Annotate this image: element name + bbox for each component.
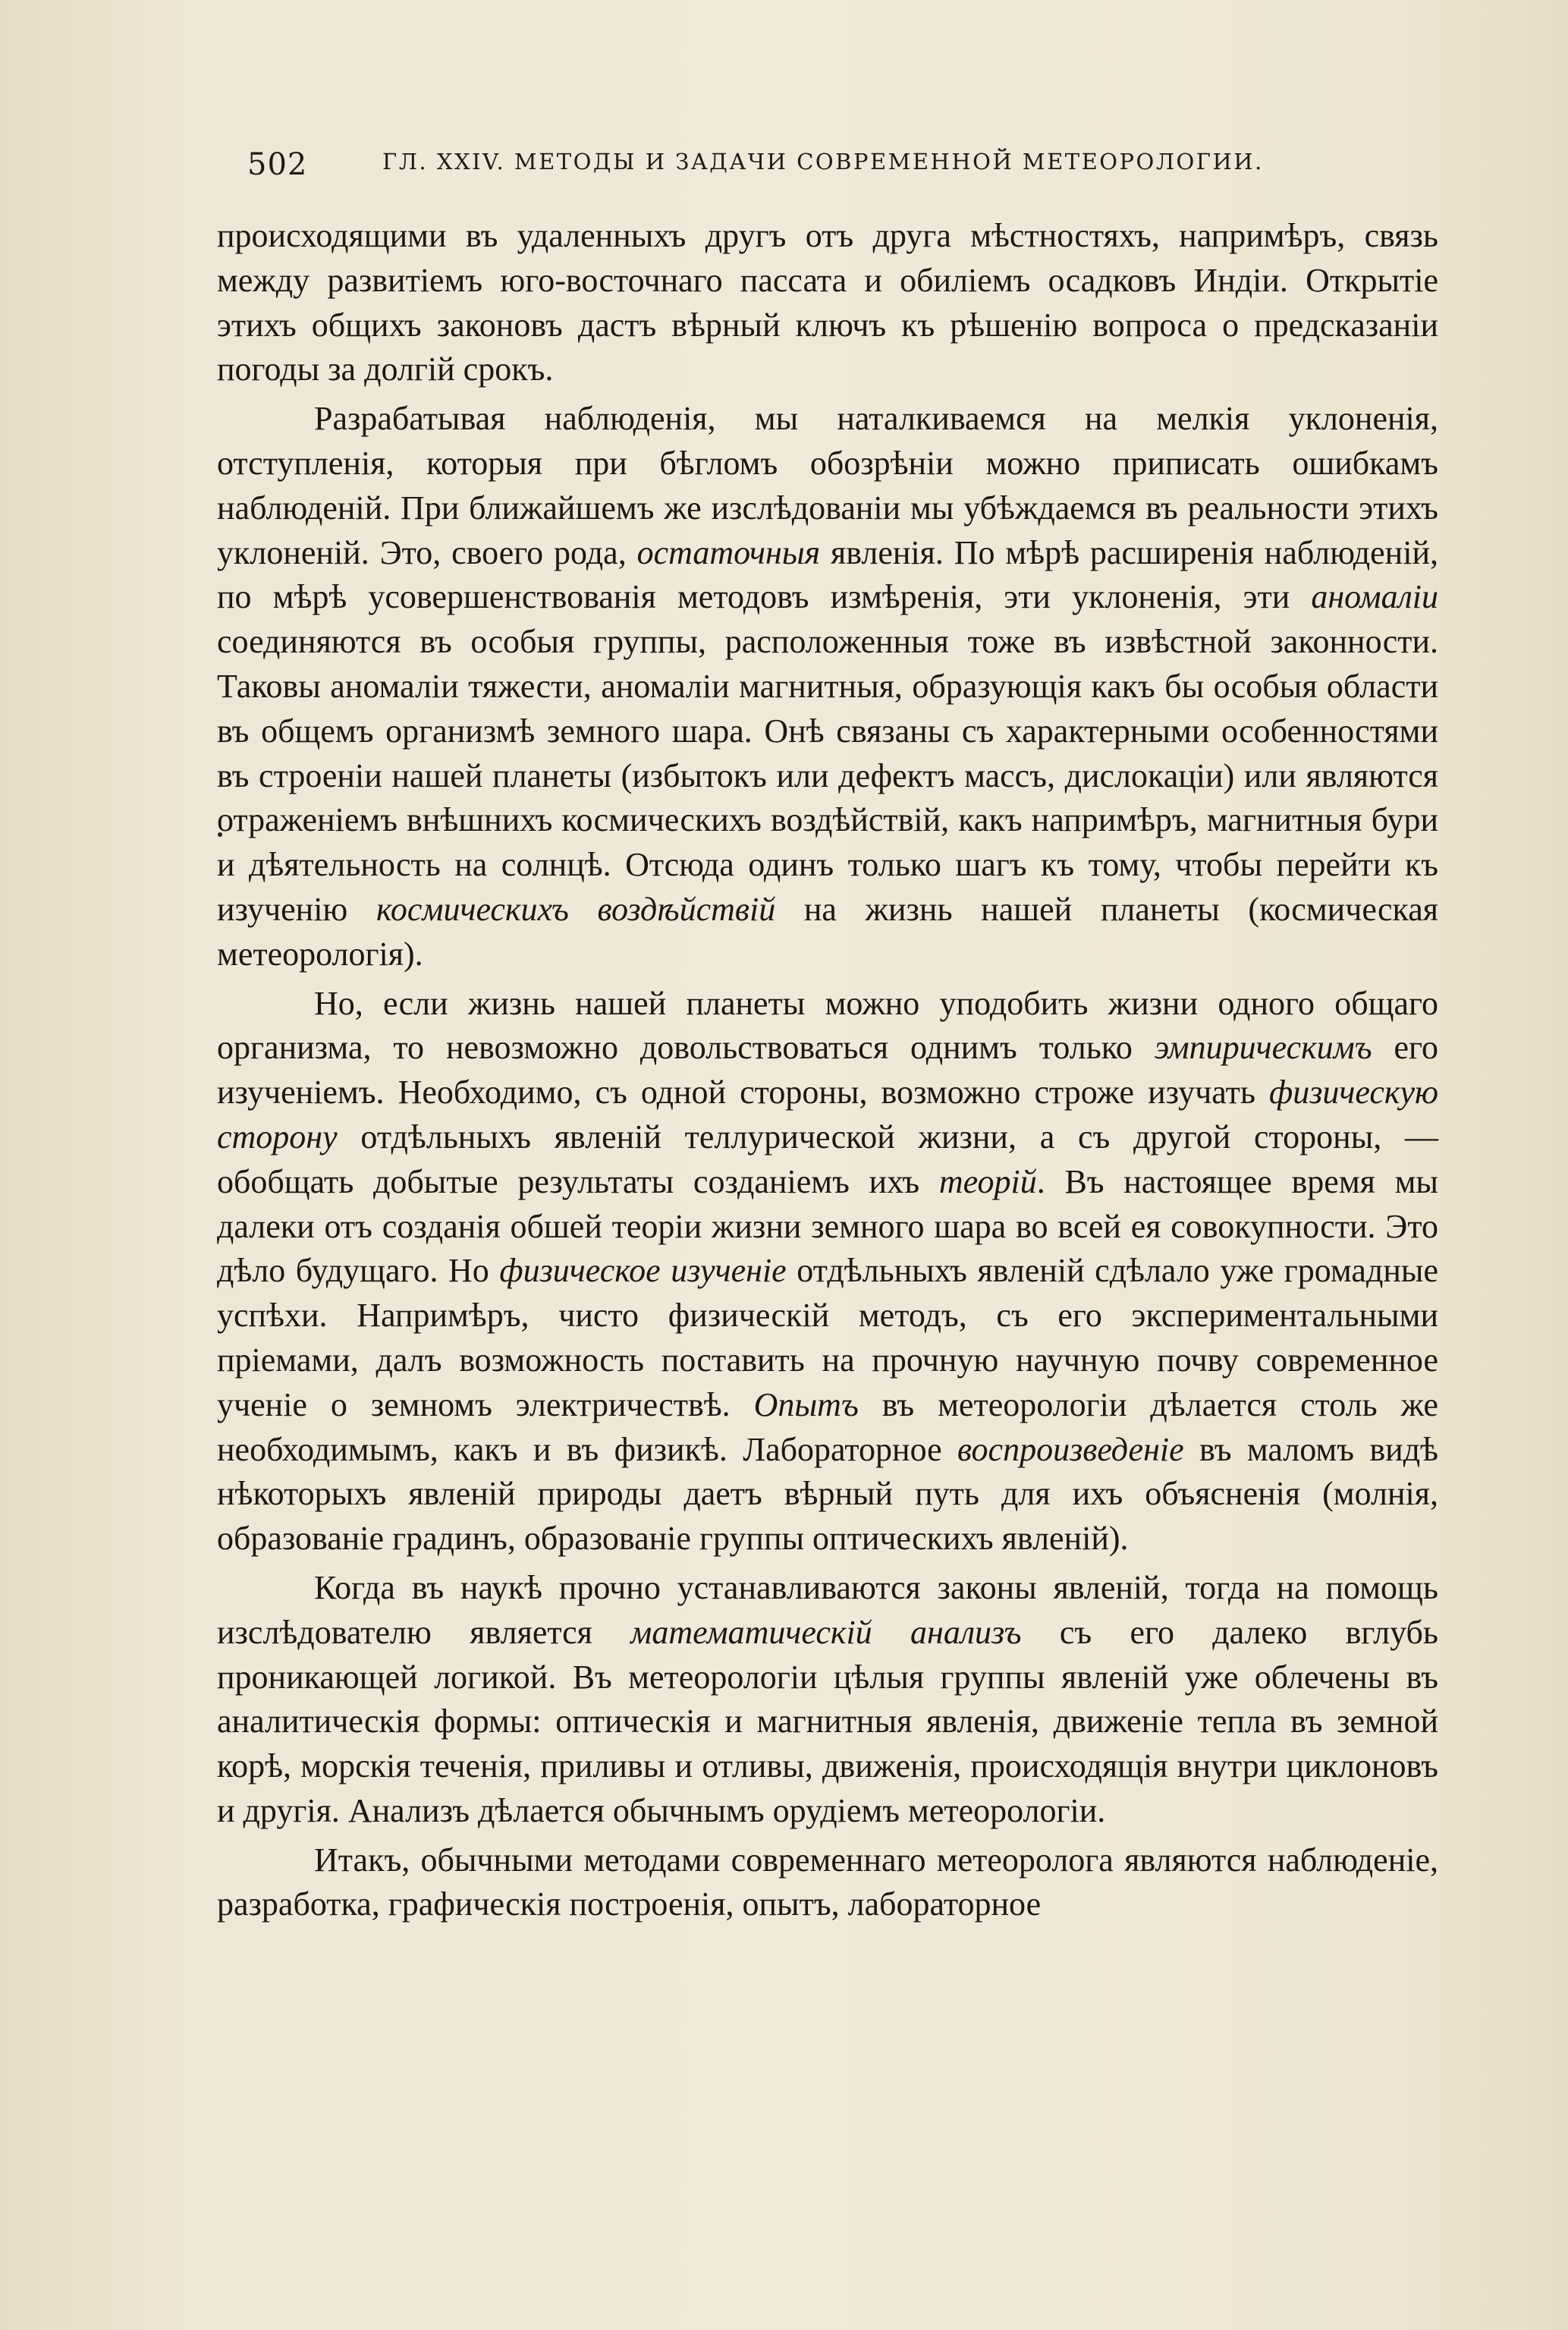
- paragraph: [217, 397, 1438, 976]
- text-run: отдѣльныхъ явленій теллурической жизни, а съ другой стороны, — обобщать добытые результаты созданіемъ ихъ: [217, 1118, 1438, 1200]
- emphasis-text: эмпирическимъ: [1154, 1029, 1372, 1067]
- chapter-title: ГЛ. XXIV. МЕТОДЫ И ЗАДАЧИ СОВРЕМЕННОЙ МЕТЕОРОЛОГИИ.: [382, 149, 1264, 175]
- emphasis-text: теорій: [938, 1162, 1037, 1200]
- text-run: Но, если жизнь нашей планеты можно уподобить жизни одного общаго организма, то невозможно довольствоваться однимъ только: [217, 984, 1438, 1067]
- paragraph: [217, 982, 1438, 1561]
- page-number: 502: [247, 147, 308, 182]
- paragraph: [217, 214, 1438, 392]
- emphasis-text: аномаліи: [1311, 578, 1438, 616]
- emphasis-text: математическій анализъ: [630, 1613, 1022, 1651]
- text-run: явленія. По мѣрѣ расширенія наблюденій, по мѣрѣ усовершенствованія методовъ измѣренія, эти уклоненія, эти: [217, 533, 1438, 616]
- text-run: въ маломъ видѣ нѣкоторыхъ явленій природы даетъ вѣрный путь для ихъ объясненія (молнія, образованіе градинъ, образованіе группы оптическихъ явленій).: [217, 1430, 1438, 1558]
- text-run: его изученіемъ. Необходимо, съ одной стороны, возможно строже изучать: [217, 1029, 1438, 1112]
- text-run: отдѣльныхъ явленій сдѣлало уже громадные успѣхи. Напримѣръ, чисто физическій методъ, съ его экспериментальными пріемами, далъ возможность поставить на прочную научную почву современное ученіе о земномъ электричествѣ.: [217, 1252, 1438, 1423]
- text-run: съ его далеко вглубь проникающей логикой. Въ метеорологіи цѣлыя группы явленій уже облечены въ аналитическія формы: оптическія и магнитныя явленія, движеніе тепла въ земной корѣ, морскія теченія, приливы и отливы, движенія, происходящія внутри циклоновъ и другія. Анализъ дѣлается обычнымъ орудіемъ метеорологіи.: [217, 1613, 1438, 1829]
- emphasis-text: физическую сторону: [217, 1074, 1438, 1156]
- emphasis-text: космическихъ воздѣйствій: [376, 890, 776, 928]
- text-run: Разрабатывая наблюденія, мы наталкиваемся на мелкія уклоненія, отступленія, которыя при бѣгломъ обозрѣніи можно приписать ошибкамъ наблюденій. При ближайшемъ же изслѣдованіи мы убѣждаемся въ реальности этихъ уклоненій. Это, своего рода,: [217, 400, 1438, 571]
- text-run: на жизнь нашей планеты (космическая метеорологія).: [217, 890, 1438, 973]
- paragraph: [217, 1566, 1438, 1834]
- emphasis-text: Опытъ: [753, 1385, 859, 1423]
- emphasis-text: воспроизведеніе: [957, 1430, 1184, 1468]
- paragraph: [217, 1838, 1438, 1928]
- text-run: Итакъ, обычными методами современнаго метеоролога являются наблюденіе, разработка, графическія построенія, опытъ, лабораторное: [217, 1841, 1438, 1923]
- text-run: въ метеорологіи дѣлается столь же необходимымъ, какъ и въ физикѣ. Лабораторное: [217, 1385, 1438, 1468]
- body-text: [217, 214, 1438, 1927]
- emphasis-text: остаточныя: [636, 533, 821, 571]
- text-run: Когда въ наукѣ прочно устанавливаются законы явленій, тогда на помощь изслѣдователю является: [217, 1568, 1438, 1651]
- running-head: [247, 141, 1324, 187]
- emphasis-text: физическое изученіе: [499, 1252, 787, 1290]
- text-run: . Въ настоящее время мы далеки отъ созданія обшей теоріи жизни земного шара во всей ея совокупности. Это дѣло будущаго. Но: [217, 1162, 1438, 1290]
- text-run: происходящими въ удаленныхъ другъ отъ друга мѣстностяхъ, напримѣръ, связь между развитіемъ юго-восточнаго пассата и обиліемъ осадковъ Индіи. Открытіе этихъ общихъ законовъ дастъ вѣрный ключъ къ рѣшенію вопроса о предсказаніи погоды за долгій срокъ.: [217, 217, 1438, 388]
- text-run: соединяются въ особыя группы, расположенныя тоже въ извѣстной законности. Таковы аномаліи тяжести, аномаліи магнитныя, образующія какъ бы особыя области въ общемъ организмѣ земного шара. Онѣ связаны съ характерными особенностями въ строеніи нашей планеты (избытокъ или дефектъ массъ, дислокаціи) или являются отраженіемъ внѣшнихъ космическихъ воздѣйствій, какъ напримѣръ, магнитныя бури и дѣятельность на солнцѣ. Отсюда одинъ только шагъ къ тому, чтобы перейти къ изученію: [217, 623, 1438, 928]
